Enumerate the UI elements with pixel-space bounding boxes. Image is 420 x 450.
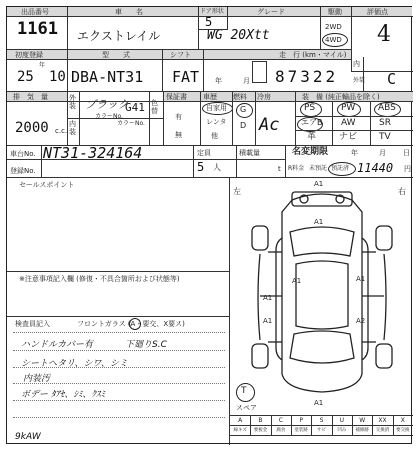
spare-value: T [241, 386, 247, 396]
mileage-label: 走 行 (km・マイル) [279, 51, 347, 59]
name-change-year: 年 [351, 149, 358, 157]
mileage-value: 87322 [275, 67, 339, 86]
lot-number: 1161 [17, 19, 58, 39]
drive-4wd: 4WD [325, 36, 342, 44]
drive-2wd: 2WD [325, 23, 342, 31]
capacity-value: 5 [197, 160, 205, 174]
month-box [252, 61, 267, 83]
year-label: 年 [39, 62, 46, 69]
front-glass-circle [129, 318, 141, 330]
inspector-line-1: ハンドルカバー有 [21, 340, 94, 350]
damage-mark-right-rear: A2 [356, 317, 366, 325]
legend-divider [250, 415, 251, 435]
legend-meaning: サビ [316, 428, 326, 433]
equip-aw: AW [341, 118, 356, 128]
equip-leather: 革 [307, 132, 317, 142]
damage-mark-right-door: A1 [356, 275, 366, 283]
model-value: DBA-NT31 [71, 68, 144, 86]
notes-label: ※注意事項記入欄 (修復・不具合箇所および状態等) [19, 275, 180, 283]
equip-ps-circle [300, 102, 322, 117]
shift-label: シフト [170, 51, 191, 59]
recycle-label: R料金 [288, 165, 305, 172]
front-glass-label: フロントガラス (A・要交、X要ス) [77, 320, 185, 328]
equip-navi: ナビ [339, 132, 358, 142]
color-label: 外装 [69, 94, 76, 110]
legend-code-s: S [319, 417, 324, 424]
equip-airbag: エアB [301, 118, 323, 127]
score-value: 4 [377, 22, 391, 47]
recycle-paid: 預託済 [331, 165, 350, 172]
sales-point-label: セールスポイント [19, 181, 75, 189]
inspector-signature: 9kAW [15, 432, 41, 442]
color-value: ブラック [85, 98, 129, 111]
inner-label: 内 [353, 60, 360, 68]
diagram-left-label: 左 [233, 187, 241, 196]
legend-code-u: U [339, 417, 345, 424]
equip-abs-circle [374, 102, 401, 117]
recycle-unpaid: 未預託 [309, 165, 328, 172]
damage-mark-left-rear: A1 [263, 317, 273, 325]
inspector-line-2: シートヘタリ、シワ、シミ [21, 359, 128, 369]
interior-code-label: カラーNo. [117, 120, 145, 127]
fuel-g: G [240, 105, 247, 114]
score-label: 評価点 [367, 8, 388, 16]
load-unit: t [278, 165, 281, 173]
legend-code-w: W [359, 417, 366, 424]
grade-label: グレード [257, 8, 285, 16]
name-change-day: 日 [403, 149, 410, 157]
cc-label: c.c. [55, 127, 68, 135]
capacity-unit: 人 [213, 163, 221, 172]
recycle-paid-circle [328, 162, 356, 176]
fuel-label: 燃料 [233, 93, 247, 101]
damage-legend [230, 415, 413, 445]
reg-month-label: 月 [243, 77, 250, 85]
year-value: 25 [17, 69, 34, 85]
month-value: 10 [49, 69, 66, 85]
legend-meaning: 線キズ [233, 428, 247, 433]
warranty-yes: 有 [175, 113, 182, 121]
displacement-value: 2000 [15, 120, 49, 136]
displacement-label: 排 気 量 [13, 93, 48, 101]
history-label: 車歴 [203, 93, 217, 101]
legend-meaning: 補修跡 [355, 428, 369, 433]
inner-value: C [387, 70, 397, 88]
interior-label: 内装 [69, 120, 76, 136]
cooling-label: 冷房 [257, 93, 271, 101]
inspector-label: 検査員記入 [15, 320, 50, 328]
inspector-line-3: 内装汚 [23, 374, 51, 384]
drive-4wd-circle [322, 33, 348, 47]
legend-divider [311, 415, 312, 435]
equip-pw: PW [341, 103, 356, 113]
legend-divider [372, 415, 373, 435]
legend-divider [291, 415, 292, 435]
equipment-label: 装 備 (純正輸品を除く) [302, 93, 380, 101]
legend-meaning: 凹み [337, 428, 347, 433]
legend-divider [393, 415, 394, 435]
fuel-d: D [240, 121, 247, 130]
legend-divider [352, 415, 353, 435]
door-value: 5 [205, 15, 213, 29]
car-name: エクストレイル [77, 29, 161, 43]
legend-code-p: P [299, 417, 303, 424]
inspection-sheet [6, 6, 412, 444]
legend-meaning: 交換済 [375, 428, 390, 433]
model-label: 型 式 [102, 51, 130, 59]
reg-no-label: 登録No. [10, 167, 36, 175]
equip-sr: SR [379, 118, 391, 128]
front-note: 下廻りS.C [125, 340, 167, 350]
legend-meaning: 要板金 [253, 428, 268, 433]
diagram-right-label: 右 [398, 187, 406, 196]
history-other: 他 [211, 132, 218, 140]
color-change-label: 色替 [151, 99, 158, 115]
equip-ps: PS [304, 103, 316, 113]
name-change-month: 月 [379, 149, 386, 157]
cooling-value: Ac [259, 115, 280, 135]
warranty-no: 無 [175, 131, 182, 139]
car-diagram [230, 178, 412, 408]
name-change-label: 名変期限 [292, 147, 329, 157]
equip-pw-circle [337, 102, 361, 117]
legend-code-xx: XX [378, 417, 387, 424]
history-rental: レンタ [206, 118, 227, 126]
color-code: G41 [125, 101, 145, 114]
car-name-label: 車 名 [115, 8, 143, 16]
drive-label: 駆動 [328, 8, 342, 16]
recycle-unit: 円 [404, 165, 411, 173]
exterior-label: 外装 [353, 77, 366, 84]
equip-tv: TV [379, 132, 391, 142]
capacity-label: 定員 [197, 149, 211, 157]
damage-mark-hood: A1 [314, 218, 324, 226]
chassis-label: 車台No. [10, 150, 36, 158]
load-label: 積載量 [239, 149, 260, 157]
lot-number-label: 出品番号 [21, 8, 49, 16]
legend-code-b: B [258, 417, 263, 424]
history-private-circle [202, 102, 233, 115]
legend-meaning: 塗装跡 [294, 428, 308, 433]
grade-value: WG 20Xtt [207, 28, 270, 43]
legend-divider [332, 415, 333, 435]
chassis-value: NT31-324164 [43, 144, 143, 162]
reg-year-label: 年 [215, 77, 222, 85]
warranty-label: 保証書 [166, 93, 187, 101]
legend-code-a: A [238, 417, 243, 424]
recycle-value: 11440 [357, 161, 394, 175]
first-reg-label: 初度登録 [15, 51, 43, 59]
legend-code-x: X [400, 417, 405, 424]
legend-meaning: 要交換 [396, 428, 410, 433]
shift-value: FAT [172, 68, 200, 86]
damage-mark-front: A1 [314, 180, 324, 188]
door-label: ドア形状 [200, 8, 224, 15]
damage-mark-rear: A1 [314, 399, 324, 407]
legend-code-c: C [278, 417, 283, 424]
legend-divider [271, 415, 272, 435]
damage-mark-left-door: A1 [263, 294, 273, 302]
fuel-g-circle [236, 103, 253, 118]
history-private: 自家用 [206, 104, 227, 112]
damage-mark-roof: A1 [292, 277, 302, 285]
equip-abs: ABS [378, 103, 396, 113]
color-code-label: カラーNo. [95, 113, 123, 120]
spare-label: スペア [236, 404, 257, 412]
legend-meaning: 腐食 [276, 428, 286, 433]
inspector-line-4: ボデー ﾀｱｾ、ｼﾐ、ｸｽﾐ [21, 390, 105, 400]
